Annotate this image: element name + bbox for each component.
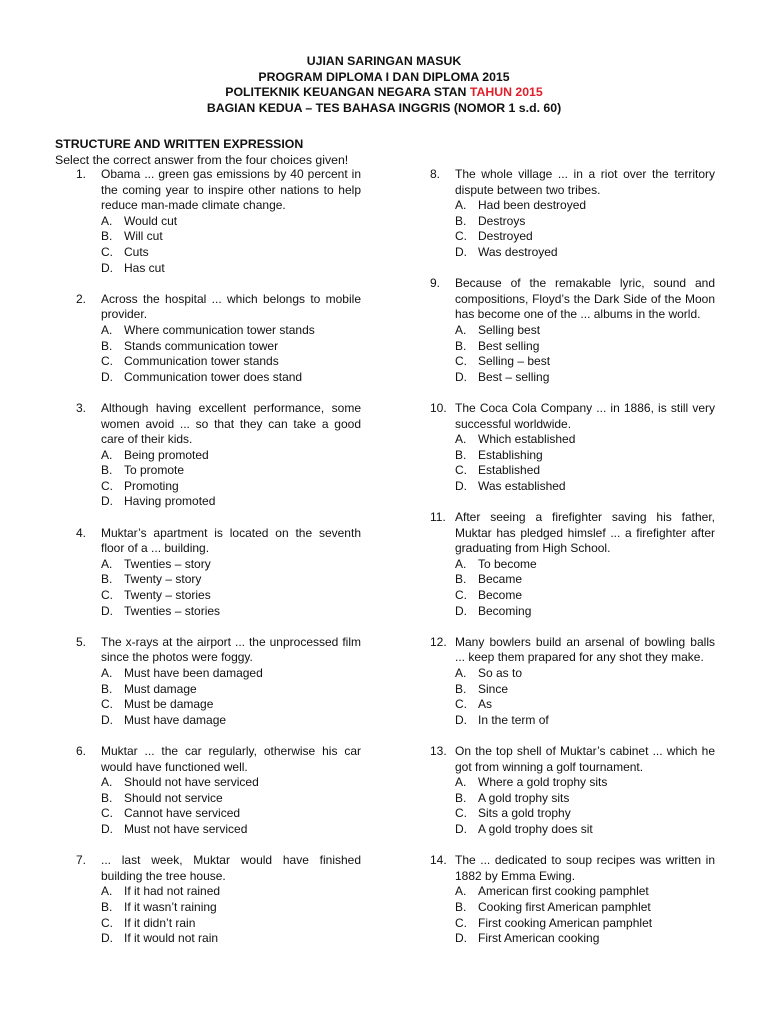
option-letter: C. (455, 915, 467, 930)
option-text: So as to (478, 666, 523, 680)
option-text: Selling – best (478, 354, 551, 369)
question-number: 13. (430, 743, 447, 758)
option-letter: B. (455, 681, 467, 696)
answer-option[interactable] (101, 775, 361, 791)
option-letter: C. (455, 463, 467, 478)
option-text: Establishing (478, 447, 543, 462)
option-letter: A. (455, 775, 467, 790)
answer-options (101, 775, 361, 837)
option-text: As (478, 697, 493, 712)
answer-option[interactable] (101, 931, 361, 947)
question-item (430, 744, 715, 838)
answer-option[interactable] (101, 682, 361, 698)
option-letter: D. (455, 478, 467, 493)
header-institution: POLITEKNIK KEUANGAN NEGARA STAN (225, 85, 467, 100)
section-title: STRUCTURE AND WRITTEN EXPRESSION (55, 137, 304, 151)
option-letter: A. (101, 556, 113, 571)
answer-option[interactable] (101, 214, 361, 230)
option-letter: A. (455, 666, 467, 680)
answer-option[interactable] (455, 245, 715, 261)
option-letter: A. (455, 432, 467, 447)
option-letter: D. (101, 494, 113, 509)
option-letter: B. (455, 572, 467, 587)
question-number: 14. (430, 853, 447, 868)
option-text: Selling best (478, 322, 541, 337)
option-text: Should not have serviced (124, 775, 259, 790)
question-number: 1. (76, 167, 87, 181)
answer-option[interactable] (101, 479, 361, 495)
answer-option[interactable] (101, 323, 361, 339)
question-number: 9. (430, 276, 441, 291)
question-item (430, 853, 715, 947)
option-letter: A. (455, 556, 467, 571)
option-letter: C. (101, 478, 113, 493)
answer-option[interactable] (101, 713, 361, 729)
answer-options (455, 557, 715, 619)
answer-option[interactable] (455, 323, 715, 339)
header-line-2: PROGRAM DIPLOMA I DAN DIPLOMA 2015 (258, 69, 510, 84)
option-text: Became (478, 572, 523, 587)
option-letter: B. (101, 463, 113, 478)
option-letter: A. (101, 213, 113, 228)
answer-option[interactable] (455, 463, 715, 479)
option-text: Stands communication tower (124, 338, 279, 353)
question-number: 8. (430, 167, 441, 181)
answer-option[interactable] (101, 339, 361, 355)
answer-option[interactable] (455, 713, 715, 729)
option-text: Established (478, 463, 541, 478)
option-text: Communication tower stands (124, 354, 279, 369)
option-text: Twenties – story (124, 556, 211, 571)
option-text: Where communication tower stands (124, 322, 315, 337)
option-letter: A. (101, 666, 113, 680)
question-number: 5. (76, 634, 87, 649)
answer-option[interactable] (101, 604, 361, 620)
answer-option[interactable] (455, 557, 715, 573)
option-text: Destroys (478, 213, 526, 228)
option-letter: A. (455, 884, 467, 899)
exam-header (0, 54, 768, 116)
answer-option[interactable] (101, 229, 361, 245)
header-line-1: UJIAN SARINGAN MASUK (306, 54, 462, 68)
option-text: Which established (478, 432, 576, 447)
option-letter: C. (455, 588, 467, 603)
question-item (76, 635, 361, 729)
answer-option[interactable] (101, 463, 361, 479)
option-text: Cooking first American pamphlet (478, 899, 651, 914)
option-letter: D. (455, 369, 467, 384)
option-letter: D. (101, 603, 113, 618)
answer-option[interactable] (101, 884, 361, 900)
option-text: Become (478, 588, 523, 603)
question-stem: Although having excellent performance, some women avoid ... so that they can take a good care of their kids. (101, 400, 361, 447)
option-letter: D. (455, 712, 467, 727)
question-number: 12. (430, 634, 447, 649)
option-letter: D. (101, 369, 113, 384)
answer-options (101, 557, 361, 619)
option-text: Was established (478, 478, 566, 493)
answer-option[interactable] (455, 370, 715, 386)
answer-options (455, 775, 715, 837)
section-instruction: Select the correct answer from the four choices given! (55, 153, 349, 167)
answer-option[interactable] (455, 448, 715, 464)
question-item (76, 292, 361, 386)
option-text: Best – selling (478, 369, 550, 384)
answer-option[interactable] (101, 916, 361, 932)
option-text: First cooking American pamphlet (478, 915, 653, 930)
answer-options (455, 432, 715, 494)
option-text: Destroyed (478, 229, 533, 244)
option-text: Cannot have serviced (124, 806, 241, 821)
option-letter: C. (455, 697, 467, 712)
option-text: First American cooking (478, 931, 600, 946)
option-text: Having promoted (124, 494, 216, 509)
option-letter: D. (455, 244, 467, 259)
answer-option[interactable] (101, 354, 361, 370)
option-letter: A. (101, 884, 113, 899)
answer-option[interactable] (455, 198, 715, 214)
option-letter: A. (101, 447, 113, 462)
question-stem: Obama ... green gas emissions by 40 percent in the coming year to inspire other nations to help reduce man-made climate change. (101, 167, 361, 213)
option-text: Must be damage (124, 697, 214, 712)
answer-options (455, 323, 715, 385)
option-text: Being promoted (124, 447, 209, 462)
option-letter: D. (455, 931, 467, 946)
option-text: Must have damage (124, 712, 227, 727)
question-number: 6. (76, 743, 87, 758)
option-text: Must damage (124, 681, 197, 696)
answer-option[interactable] (455, 916, 715, 932)
option-text: If it didn’t rain (124, 915, 196, 930)
question-stem: On the top shell of Muktar’s cabinet ... which he got from winning a golf tournament. (455, 743, 715, 774)
answer-option[interactable] (455, 666, 715, 682)
answer-option[interactable] (101, 588, 361, 604)
option-letter: D. (101, 712, 113, 727)
answer-option[interactable] (101, 806, 361, 822)
question-stem: After seeing a firefighter saving his father, Muktar has pledged himslef ... a firefighter after graduating from High School. (455, 510, 715, 556)
option-letter: B. (101, 790, 113, 805)
option-letter: B. (101, 229, 113, 244)
option-text: Communication tower does stand (124, 369, 303, 384)
option-letter: C. (455, 354, 467, 369)
question-stem: Across the hospital ... which belongs to mobile provider. (101, 291, 361, 322)
question-item (76, 853, 361, 947)
answer-option[interactable] (455, 822, 715, 838)
option-text: Has cut (124, 260, 165, 275)
answer-option[interactable] (455, 775, 715, 791)
answer-option[interactable] (455, 588, 715, 604)
option-letter: D. (455, 821, 467, 836)
question-item (76, 744, 361, 838)
answer-option[interactable] (101, 261, 361, 277)
answer-option[interactable] (455, 432, 715, 448)
question-item (76, 526, 361, 620)
option-letter: B. (101, 899, 113, 914)
option-text: Becoming (478, 603, 532, 618)
option-text: A gold trophy sits (478, 790, 570, 805)
option-letter: C. (101, 806, 113, 821)
answer-options (455, 884, 715, 946)
answer-option[interactable] (101, 666, 361, 682)
header-line-4: BAGIAN KEDUA – TES BAHASA INGGRIS (NOMOR 1 s.d. 60) (206, 100, 562, 115)
answer-option[interactable] (101, 791, 361, 807)
question-item (430, 635, 715, 729)
question-item (430, 510, 715, 619)
option-letter: B. (455, 790, 467, 805)
option-letter: D. (101, 821, 113, 836)
answer-options (455, 198, 715, 260)
question-stem: Many bowlers build an arsenal of bowling balls ... keep them prapared for any shot they make. (455, 634, 715, 665)
option-text: If it had not rained (124, 884, 221, 899)
option-letter: A. (455, 322, 467, 337)
option-text: Since (478, 681, 509, 696)
answer-option[interactable] (455, 884, 715, 900)
question-number: 10. (430, 400, 447, 415)
question-stem: The x-rays at the airport ... the unprocessed film since the photos were foggy. (101, 634, 361, 665)
option-text: Will cut (124, 229, 163, 244)
answer-option[interactable] (455, 806, 715, 822)
option-letter: B. (455, 447, 467, 462)
answer-option[interactable] (101, 494, 361, 510)
question-stem: Muktar ... the car regularly, otherwise his car would have functioned well. (101, 743, 361, 774)
option-letter: C. (455, 806, 467, 821)
answer-options (101, 666, 361, 728)
option-text: Would cut (124, 213, 178, 228)
option-letter: B. (101, 338, 113, 353)
question-stem: ... last week, Muktar would have finished building the tree house. (101, 853, 361, 883)
option-letter: D. (101, 931, 113, 946)
header-line-3 (0, 85, 768, 101)
option-letter: D. (455, 603, 467, 618)
answer-option[interactable] (455, 572, 715, 588)
option-letter: C. (101, 588, 113, 603)
question-number: 2. (76, 291, 87, 306)
option-letter: B. (455, 899, 467, 914)
option-text: Best selling (478, 338, 540, 353)
answer-option[interactable] (455, 682, 715, 698)
option-text: Should not service (124, 790, 223, 805)
answer-option[interactable] (455, 479, 715, 495)
option-letter: C. (101, 244, 113, 259)
answer-options (101, 448, 361, 510)
option-text: Had been destroyed (478, 198, 587, 213)
option-text: Where a gold trophy sits (478, 775, 608, 790)
answer-option[interactable] (101, 900, 361, 916)
answer-option[interactable] (455, 229, 715, 245)
answer-option[interactable] (455, 339, 715, 355)
question-item (76, 401, 361, 510)
answer-option[interactable] (455, 900, 715, 916)
answer-option[interactable] (101, 572, 361, 588)
answer-option[interactable] (455, 354, 715, 370)
answer-option[interactable] (101, 370, 361, 386)
answer-options (101, 884, 361, 946)
question-column-left (76, 167, 361, 962)
answer-options (101, 323, 361, 385)
answer-option[interactable] (455, 931, 715, 947)
option-text: Must have been damaged (124, 666, 263, 680)
option-letter: B. (101, 572, 113, 587)
answer-option[interactable] (101, 557, 361, 573)
question-number: 4. (76, 525, 87, 540)
option-text: Twenty – stories (124, 588, 211, 603)
option-text: Must not have serviced (124, 821, 248, 836)
option-letter: B. (455, 338, 467, 353)
answer-options (101, 214, 361, 276)
option-letter: D. (101, 260, 113, 275)
option-text: Was destroyed (478, 244, 558, 259)
option-text: A gold trophy does sit (478, 821, 593, 836)
question-number: 7. (76, 853, 87, 868)
answer-option[interactable] (101, 448, 361, 464)
option-text: Twenty – story (124, 572, 202, 587)
option-text: Sits a gold trophy (478, 806, 571, 821)
answer-option[interactable] (455, 697, 715, 713)
option-letter: A. (101, 322, 113, 337)
option-text: To become (478, 556, 537, 571)
option-letter: C. (101, 697, 113, 712)
question-item (430, 276, 715, 385)
answer-option[interactable] (455, 791, 715, 807)
option-text: American first cooking pamphlet (478, 884, 649, 899)
option-letter: A. (455, 198, 467, 213)
answer-option[interactable] (101, 697, 361, 713)
option-text: Cuts (124, 244, 149, 259)
question-stem: The Coca Cola Company ... in 1886, is still very successful worldwide. (455, 400, 715, 431)
option-text: If it would not rain (124, 931, 219, 946)
answer-option[interactable] (101, 245, 361, 261)
option-letter: C. (101, 915, 113, 930)
option-text: If it wasn’t raining (124, 899, 217, 914)
question-number: 11. (430, 510, 446, 525)
answer-options (455, 666, 715, 728)
question-stem: The whole village ... in a riot over the territory dispute between two tribes. (455, 167, 715, 197)
option-text: To promote (124, 463, 185, 478)
option-letter: B. (455, 213, 467, 228)
question-stem: Muktar’s apartment is located on the seventh floor of a ... building. (101, 525, 361, 556)
option-letter: A. (101, 775, 113, 790)
option-letter: C. (101, 354, 113, 369)
option-text: Twenties – stories (124, 603, 221, 618)
answer-option[interactable] (455, 214, 715, 230)
header-year-stamp: TAHUN 2015 (469, 85, 543, 100)
question-stem: Because of the remakable lyric, sound and compositions, Floyd’s the Dark Side of the Moon has become one of the ... albums in the world. (455, 276, 715, 322)
question-stem: The ... dedicated to soup recipes was written in 1882 by Emma Ewing. (455, 853, 715, 883)
answer-option[interactable] (455, 604, 715, 620)
question-column-right (430, 167, 715, 962)
option-letter: C. (455, 229, 467, 244)
answer-option[interactable] (101, 822, 361, 838)
option-letter: B. (101, 681, 113, 696)
option-text: In the term of (478, 712, 549, 727)
question-item (430, 167, 715, 261)
question-number: 3. (76, 400, 87, 415)
option-text: Promoting (124, 478, 179, 493)
question-item (430, 401, 715, 495)
question-item (76, 167, 361, 276)
